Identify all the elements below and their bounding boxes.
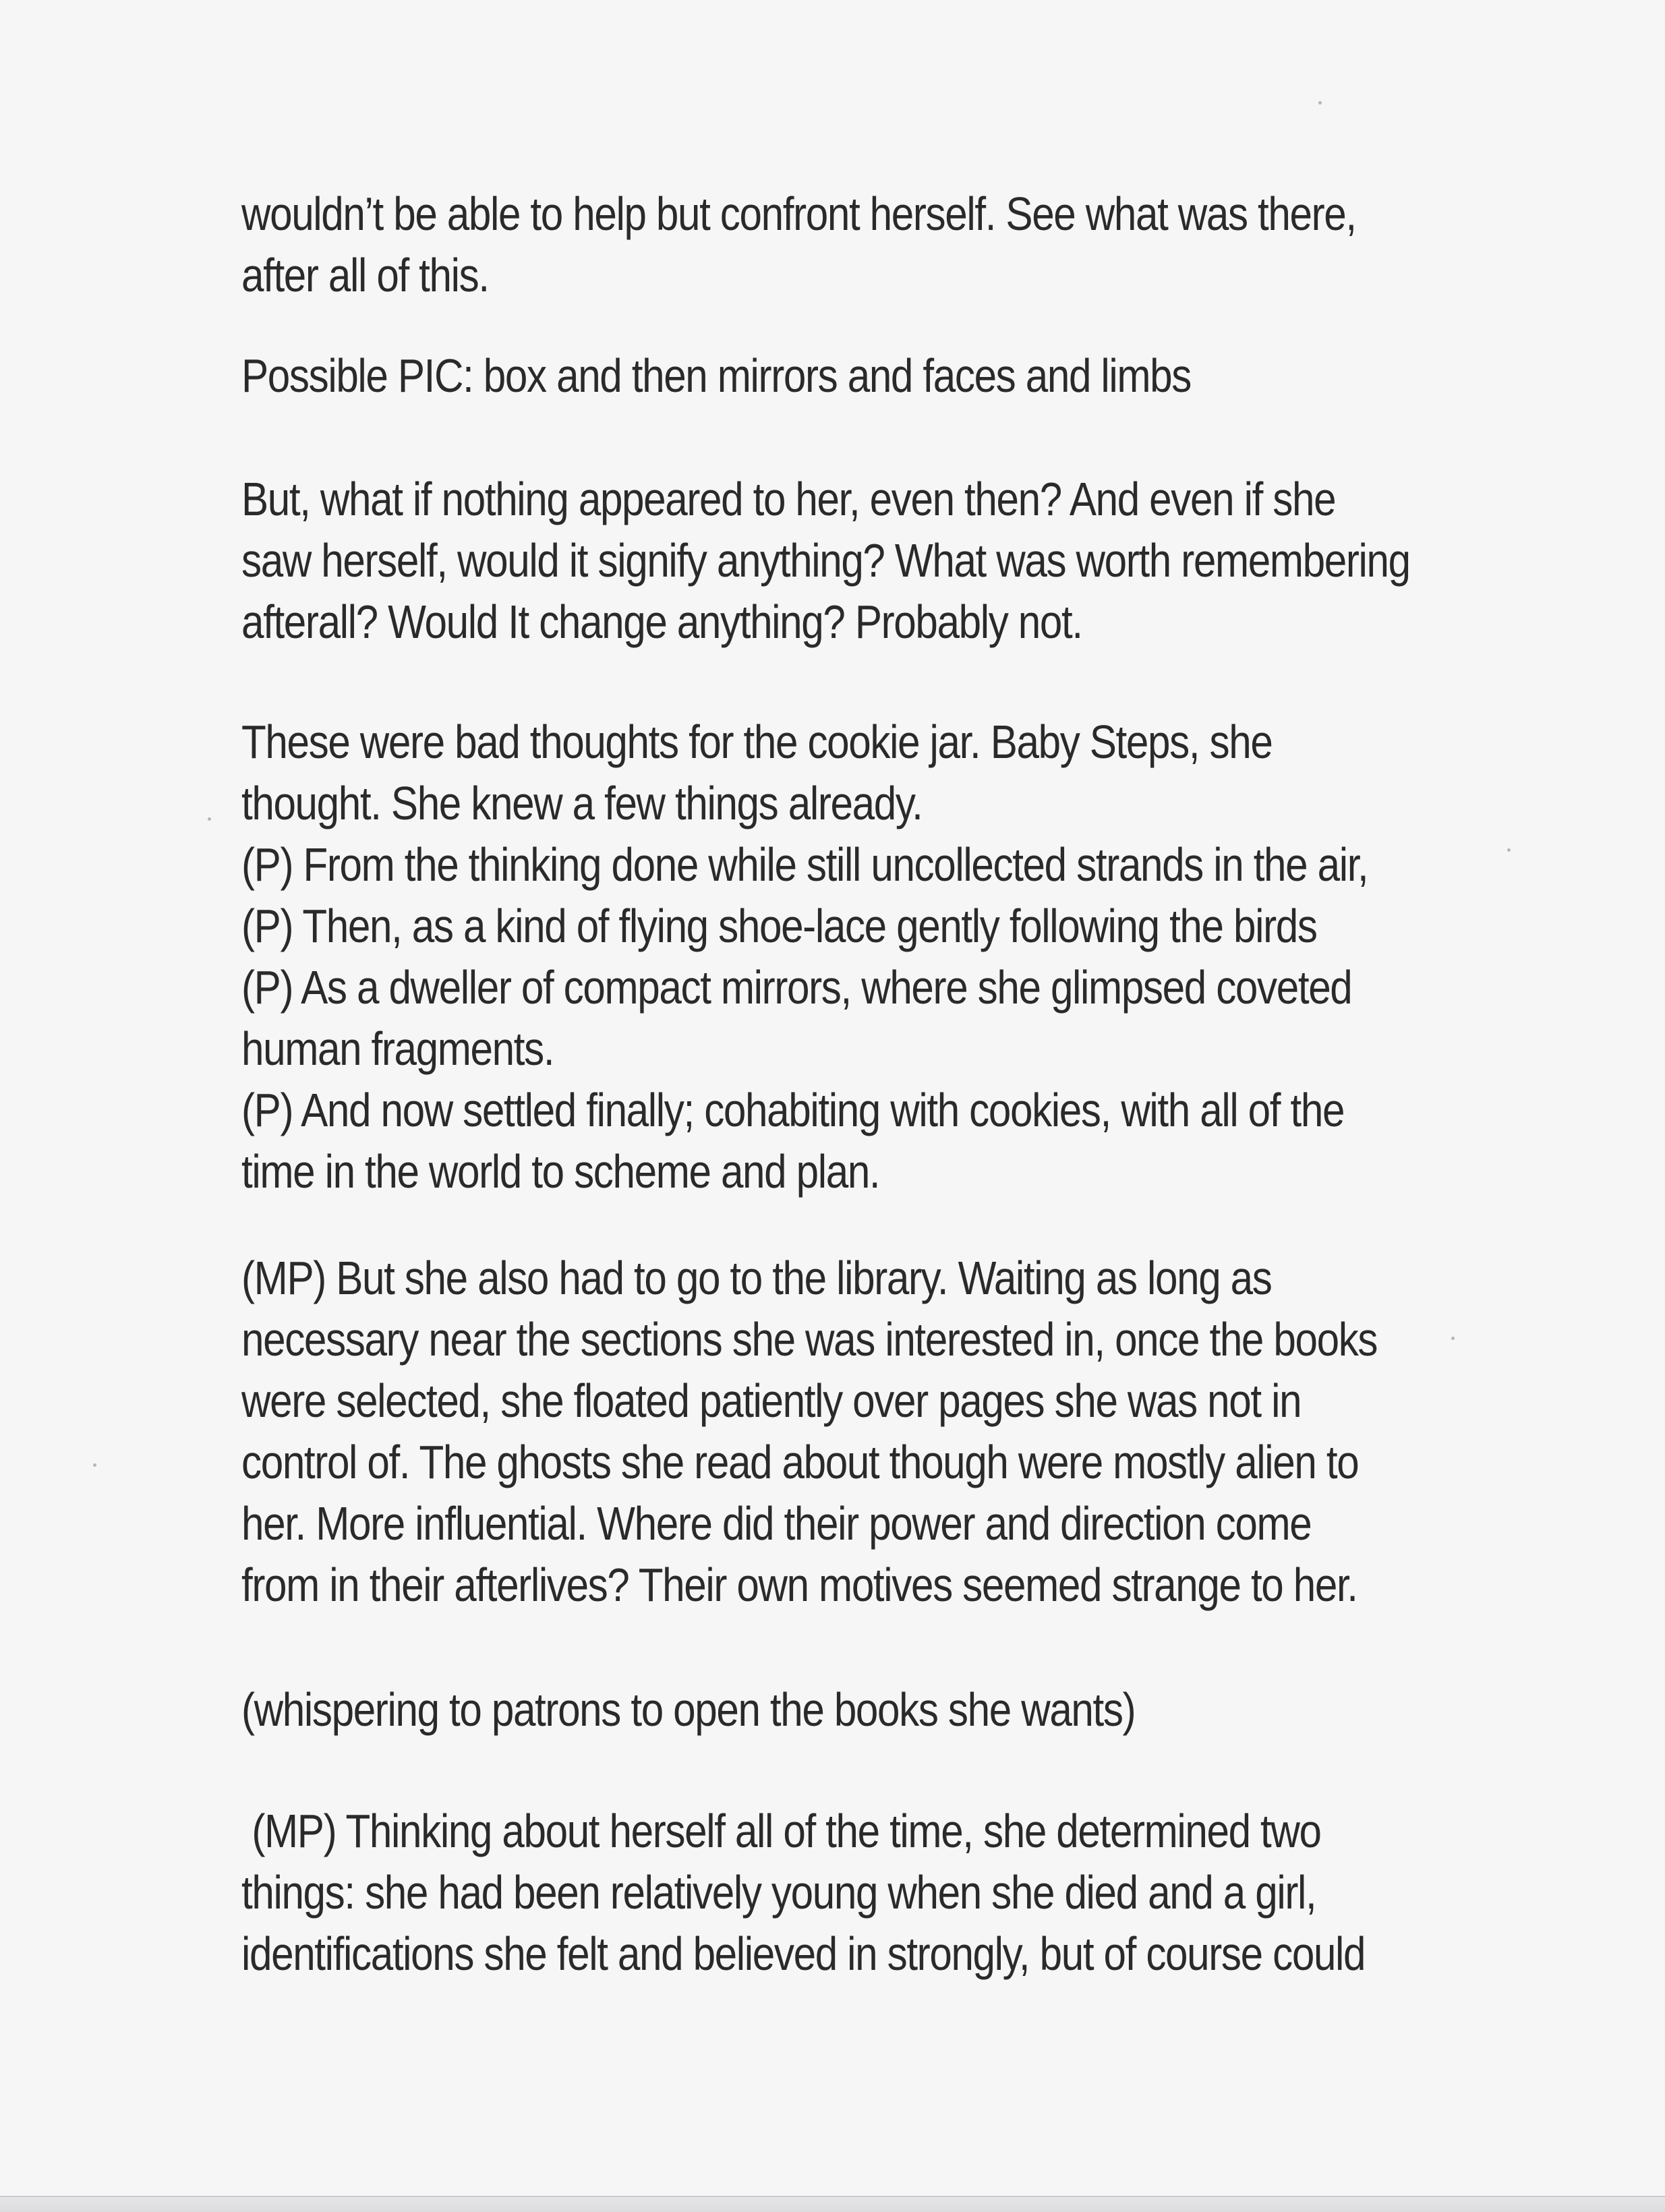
page-bottom-edge: [0, 2196, 1665, 2212]
text-line: from in their afterlives? Their own motives seemed strange to her.: [241, 1559, 1357, 1611]
text-line: (MP) Thinking about herself all of the time, she determined two: [241, 1805, 1321, 1857]
text-line: human fragments.: [241, 1022, 554, 1075]
text-line: afterall? Would It change anything? Probably not.: [241, 595, 1082, 648]
text-line: control of. The ghosts she read about though were mostly alien to: [241, 1436, 1359, 1488]
text-line: (P) Then, as a kind of flying shoe-lace gently following the birds: [241, 900, 1317, 952]
paragraph-1: [241, 183, 1356, 306]
text-line: These were bad thoughts for the cookie jar. Baby Steps, she: [241, 716, 1273, 768]
text-line: wouldn’t be able to help but confront herself. See what was there,: [241, 187, 1356, 240]
text-line: things: she had been relatively young when she died and a girl,: [241, 1866, 1316, 1919]
paragraph-2: [241, 345, 1191, 407]
paper-speck: [1507, 848, 1511, 852]
text-line: necessary near the sections she was interested in, once the books: [241, 1313, 1378, 1366]
text-line: (P) From the thinking done while still uncollected strands in the air,: [241, 838, 1368, 891]
paper-speck: [208, 817, 211, 821]
text-line: her. More influential. Where did their power and direction come: [241, 1497, 1312, 1550]
text-line: identifications she felt and believed in strongly, but of course could: [241, 1927, 1366, 1980]
text-line: saw herself, would it signify anything? What was worth remembering: [241, 534, 1410, 587]
text-line: time in the world to scheme and plan.: [241, 1145, 880, 1198]
text-line: (MP) But she also had to go to the library. Waiting as long as: [241, 1252, 1272, 1304]
paragraph-6: [241, 1679, 1135, 1741]
text-line: (P) And now settled finally; cohabiting with cookies, with all of the: [241, 1084, 1345, 1136]
paper-speck: [93, 1463, 96, 1467]
text-line: But, what if nothing appeared to her, even then? And even if she: [241, 473, 1336, 525]
text-line: were selected, she floated patiently over pages she was not in: [241, 1374, 1302, 1427]
text-line: (whispering to patrons to open the books she wants): [241, 1683, 1136, 1736]
text-line: after all of this.: [241, 249, 489, 301]
paragraph-3: [241, 469, 1410, 653]
paper-speck: [1318, 101, 1322, 105]
text-line: (P) As a dweller of compact mirrors, where she glimpsed coveted: [241, 961, 1352, 1014]
paragraph-4: [241, 711, 1368, 1202]
paper-speck: [1451, 1337, 1455, 1340]
paragraph-5: [241, 1248, 1377, 1616]
text-line: Possible PIC: box and then mirrors and faces and limbs: [241, 349, 1192, 402]
paragraph-7: [241, 1801, 1365, 1985]
text-line: thought. She knew a few things already.: [241, 777, 923, 830]
